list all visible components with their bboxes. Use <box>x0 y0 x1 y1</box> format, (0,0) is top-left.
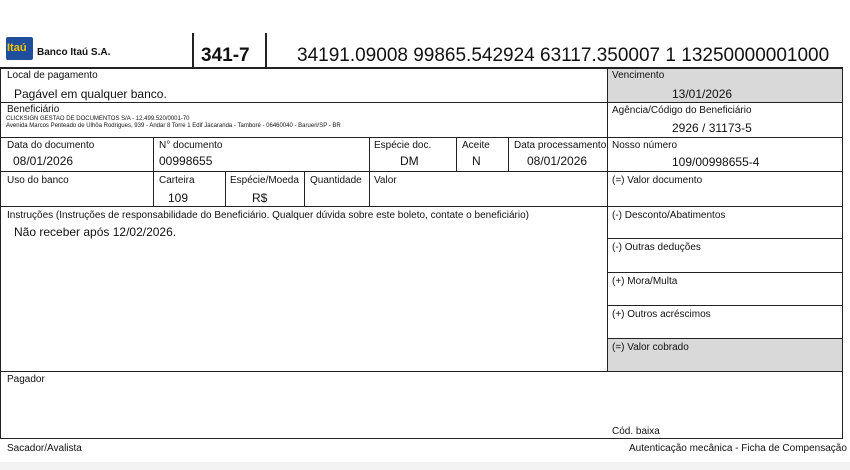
nosso-numero-value: 109/00998655-4 <box>672 155 760 169</box>
row-line <box>607 238 843 239</box>
bottom-strip <box>0 462 850 470</box>
aceite-value: N <box>472 154 481 168</box>
data-documento-label: Data do documento <box>7 140 95 151</box>
valor-cobrado-label: (=) Valor cobrado <box>612 342 689 353</box>
row-line <box>607 305 843 306</box>
row-line <box>607 338 843 339</box>
numero-documento-value: 00998655 <box>159 154 213 168</box>
col-line <box>225 171 226 207</box>
row-line <box>0 67 843 69</box>
especie-doc-value: DM <box>400 154 419 168</box>
mora-multa-label: (+) Mora/Multa <box>612 276 678 287</box>
row-line <box>607 272 843 273</box>
col-line <box>456 137 457 172</box>
row-line <box>0 371 843 372</box>
col-line <box>508 137 509 172</box>
outros-acrescimos-label: (+) Outros acréscimos <box>612 309 711 320</box>
sacador-avalista-label: Sacador/Avalista <box>7 443 82 454</box>
digitable-line: 34191.09008 99865.542924 63117.350007 1 13250000001000 <box>297 45 830 66</box>
data-processamento-value: 08/01/2026 <box>527 154 588 168</box>
pagador-label: Pagador <box>7 374 45 385</box>
uso-banco-label: Uso do banco <box>7 175 69 186</box>
aceite-label: Aceite <box>462 140 490 151</box>
row-line <box>0 171 843 172</box>
especie-moeda-value: R$ <box>252 191 268 205</box>
col-line <box>842 67 843 439</box>
outras-deducoes-label: (-) Outras deduções <box>612 242 701 253</box>
col-line <box>369 137 370 207</box>
instrucoes-value: Não receber após 12/02/2026. <box>14 225 177 239</box>
quantidade-label: Quantidade <box>310 175 362 186</box>
data-documento-value: 08/01/2026 <box>13 154 74 168</box>
autenticacao-mecanica-label: Autenticação mecânica - Ficha de Compensação <box>629 443 847 454</box>
desconto-label: (-) Desconto/Abatimentos <box>612 210 726 221</box>
local-pagamento-value: Pagável em qualquer banco. <box>14 87 167 101</box>
bank-name: Banco Itaú S.A. <box>37 47 111 58</box>
numero-documento-label: N° documento <box>159 140 223 151</box>
especie-moeda-label: Espécie/Moeda <box>230 175 299 186</box>
bank-code: 341-7 <box>201 45 250 66</box>
row-line <box>0 206 843 207</box>
valor-label: Valor <box>374 175 397 186</box>
header-divider <box>265 33 267 67</box>
carteira-value: 109 <box>168 191 189 205</box>
beneficiario-label: Beneficiário <box>7 104 60 115</box>
col-line <box>0 67 1 439</box>
vencimento-value: 13/01/2026 <box>672 87 733 101</box>
itau-logo-text: Itaú <box>7 42 27 54</box>
data-processamento-label: Data processamento <box>514 140 607 151</box>
row-line <box>0 102 843 103</box>
cod-baixa-label: Cód. baixa <box>612 426 660 437</box>
beneficiario-line2: Avenida Marcos Penteado de Ulhôa Rodrigues, 939 - Andar 8 Torre 1 Edif Jacaranda - Tamboré - 06460040 - Barueri/SP - BR <box>6 123 341 129</box>
valor-documento-label: (=) Valor documento <box>612 175 703 186</box>
col-line <box>153 137 154 207</box>
beneficiario-line1: CLICKSIGN GESTAO DE DOCUMENTOS S/A - 12.499.520/0001-70 <box>6 116 190 122</box>
agencia-label: Agência/Código do Beneficiário <box>612 105 752 116</box>
itau-logo <box>6 37 33 60</box>
especie-doc-label: Espécie doc. <box>374 140 432 151</box>
instrucoes-label: Instruções (Instruções de responsabilidade do Beneficiário. Qualquer dúvida sobre este boleto, contate o beneficiário) <box>7 210 529 221</box>
agencia-value: 2926 / 31173-5 <box>672 121 752 135</box>
nosso-numero-label: Nosso número <box>612 140 678 151</box>
col-line <box>304 171 305 207</box>
row-line <box>0 137 843 138</box>
header-divider <box>192 33 194 67</box>
row-line <box>0 438 843 439</box>
col-line <box>607 67 608 372</box>
carteira-label: Carteira <box>159 175 195 186</box>
local-pagamento-label: Local de pagamento <box>7 70 98 81</box>
vencimento-label: Vencimento <box>612 70 665 81</box>
